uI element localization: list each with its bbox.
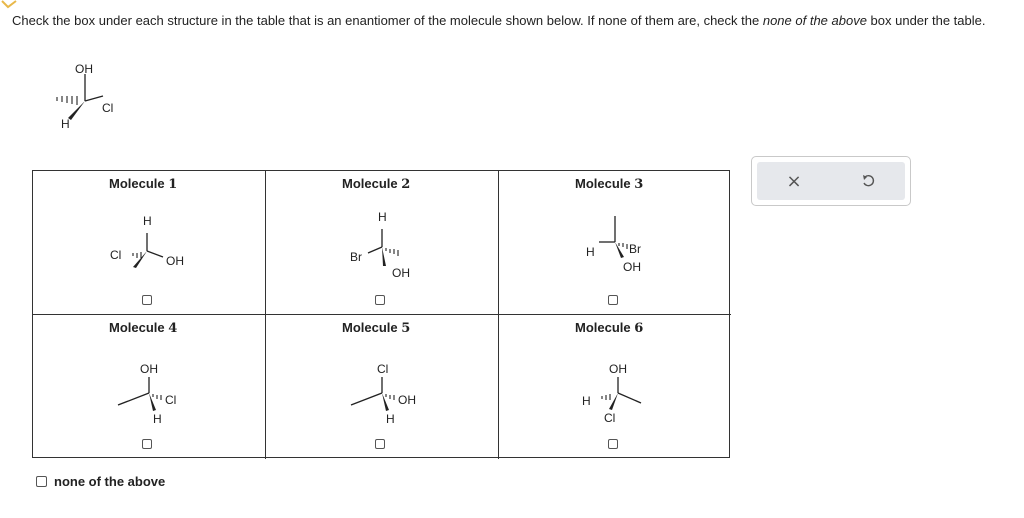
molecule-6-cell — [499, 315, 731, 459]
svg-text:OH: OH — [392, 266, 410, 280]
undo-icon — [861, 174, 875, 188]
svg-text:Cl: Cl — [604, 411, 616, 425]
molecule-6-structure — [559, 345, 669, 430]
molecule-2-structure — [326, 201, 436, 286]
svg-text:Br: Br — [629, 242, 641, 256]
molecule-2-checkbox[interactable] — [375, 295, 385, 305]
svg-text:Cl: Cl — [377, 362, 389, 376]
molecule-5-cell — [266, 315, 499, 459]
question-text-part1: Check the box under each structure in the table that is an enantiomer of the molecule shown below. If none of them are, check the — [12, 13, 763, 28]
svg-text:OH: OH — [166, 254, 184, 268]
answer-tools-bar — [757, 162, 905, 200]
question-text-part2: box under the table. — [866, 13, 986, 28]
svg-text:OH: OH — [398, 393, 416, 407]
question-emphasis: none of the above — [762, 13, 867, 28]
none-of-above-option[interactable] — [36, 474, 165, 489]
reference-molecule — [40, 56, 140, 136]
molecule-4-checkbox[interactable] — [142, 439, 152, 449]
svg-text:H: H — [386, 412, 395, 426]
molecule-5-structure — [326, 345, 436, 430]
molecule-2-title: Molecule 2 — [342, 176, 411, 192]
svg-text:Cl: Cl — [110, 248, 122, 262]
molecule-4-structure — [93, 345, 203, 430]
molecule-5-title: Molecule 5 — [342, 320, 411, 336]
molecule-2-cell — [266, 171, 499, 315]
molecule-1-title: Molecule 1 — [109, 176, 178, 192]
molecule-1-structure — [93, 201, 203, 286]
molecule-1-checkbox[interactable] — [142, 295, 152, 305]
svg-text:H: H — [378, 210, 387, 224]
x-icon: × — [786, 170, 802, 192]
svg-text:OH: OH — [623, 260, 641, 274]
none-of-above-label: none of the above — [54, 474, 166, 489]
svg-text:Br: Br — [350, 250, 362, 264]
molecule-3-checkbox[interactable] — [608, 295, 618, 305]
undo-button[interactable] — [831, 162, 905, 200]
molecule-4-cell — [33, 315, 266, 459]
molecule-3-cell — [499, 171, 731, 315]
svg-text:H: H — [153, 412, 162, 426]
svg-text:OH: OH — [140, 362, 158, 376]
svg-text:Cl: Cl — [165, 393, 177, 407]
molecule-6-title: Molecule 6 — [575, 320, 644, 336]
svg-text:H: H — [143, 214, 152, 228]
molecule-table — [32, 170, 730, 458]
question-text — [12, 13, 1012, 29]
none-of-above-checkbox[interactable] — [36, 476, 47, 487]
molecule-6-checkbox[interactable] — [608, 439, 618, 449]
answer-tools-panel — [751, 156, 911, 206]
molecule-3-structure — [559, 201, 669, 286]
corner-check-icon — [0, 0, 20, 10]
molecule-5-checkbox[interactable] — [375, 439, 385, 449]
svg-text:H: H — [582, 394, 591, 408]
svg-text:OH: OH — [609, 362, 627, 376]
molecule-4-title: Molecule 4 — [109, 320, 178, 336]
molecule-3-title: Molecule 3 — [575, 176, 644, 192]
svg-text:H: H — [586, 245, 595, 259]
ref-right-label: Cl — [102, 101, 114, 115]
molecule-1-cell — [33, 171, 266, 315]
clear-button[interactable] — [757, 162, 831, 200]
ref-top-label: OH — [75, 62, 93, 76]
ref-bottom-label: H — [61, 117, 70, 131]
